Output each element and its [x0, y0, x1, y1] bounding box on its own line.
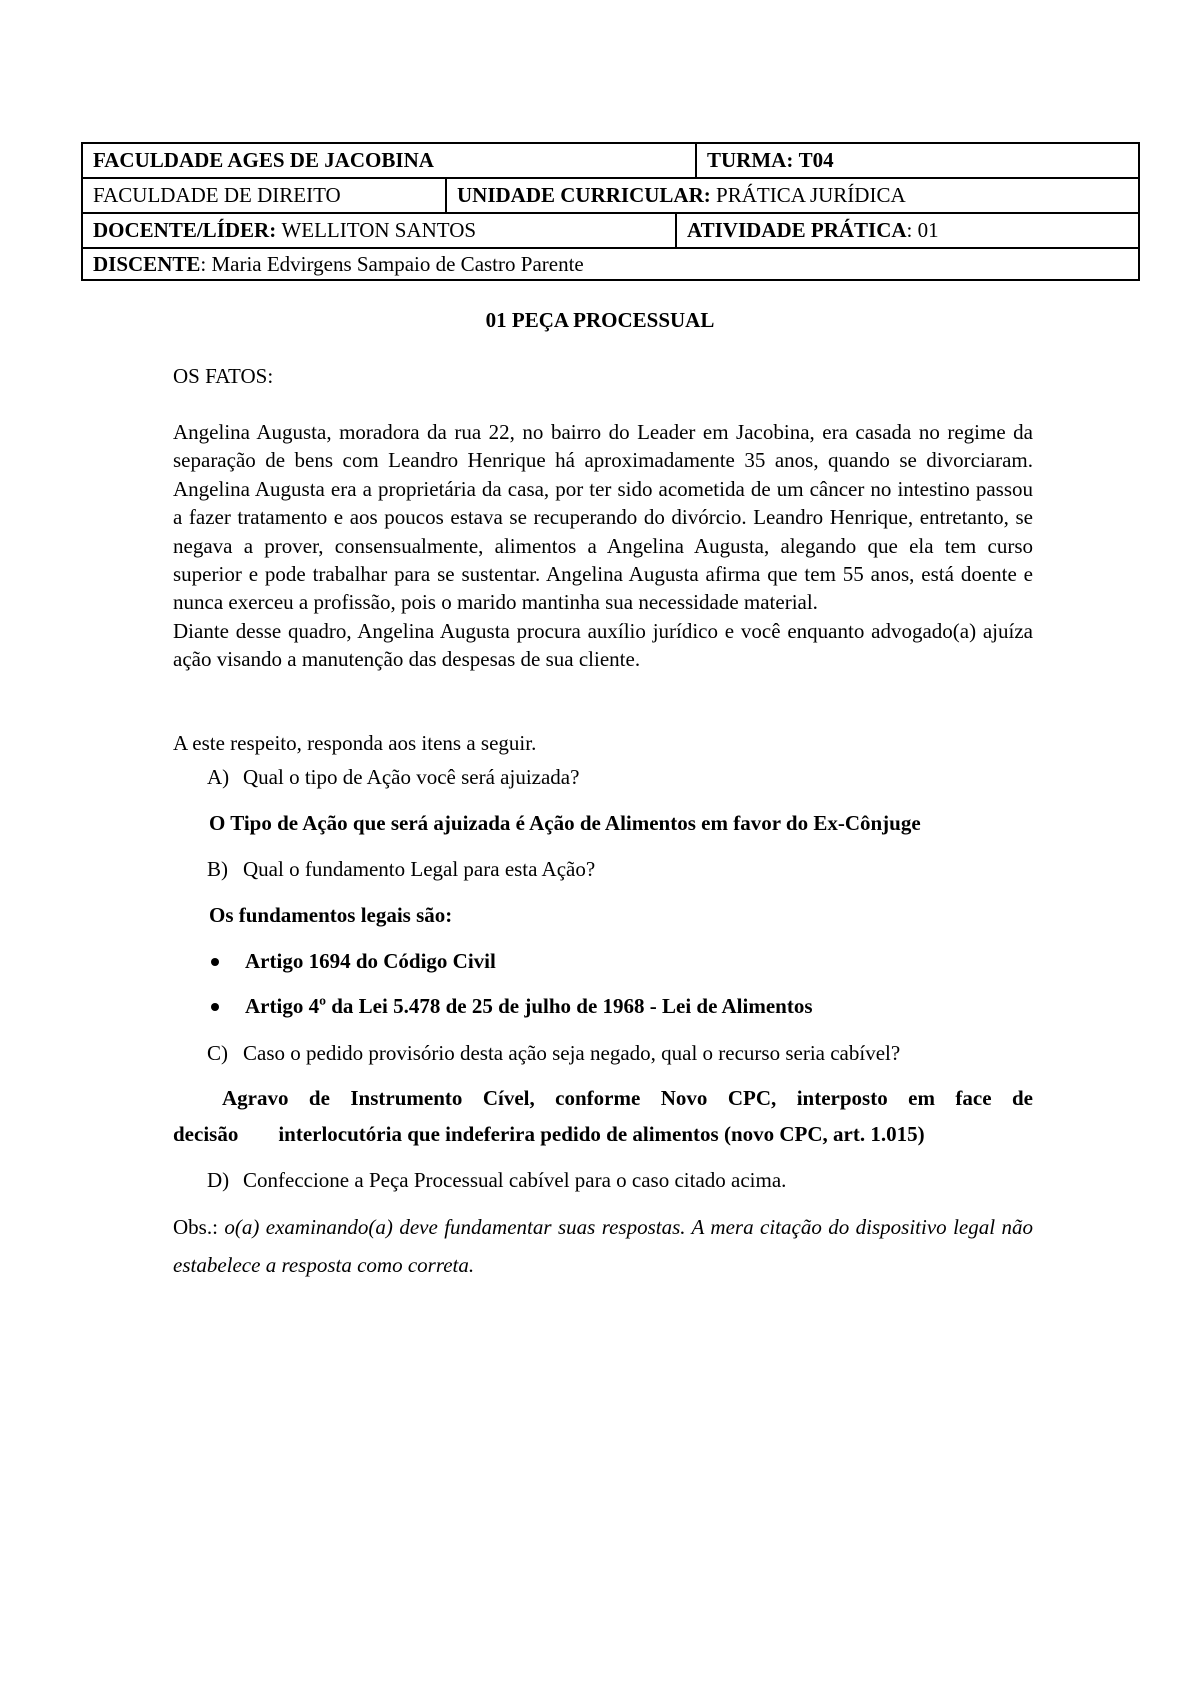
question-c-letter: C) [207, 1041, 228, 1065]
institution-cell: FACULDADE AGES DE JACOBINA [93, 148, 434, 172]
header-table [81, 142, 1140, 281]
unit-label: UNIDADE CURRICULAR: [457, 183, 711, 207]
facts-paragraph-2: Diante desse quadro, Angelina Augusta procura auxílio jurídico e você enquanto advogado(a) ajuíza ação visando a manutenção das despesas de sua cliente. [173, 618, 1033, 672]
question-a-letter: A) [207, 765, 230, 789]
header-row-1 [83, 144, 1138, 179]
question-a [207, 763, 579, 792]
question-c [207, 1039, 900, 1068]
facts-paragraph-1: Angelina Augusta, moradora da rua 22, no bairro do Leader em Jacobina, era casada no regime da separação de bens com Leandro Henrique há aproximadamente 35 anos, quando se divorciaram. Angelina Augusta era a proprietária da casa, por ter sido acometida de um câncer no intestino passou a fazer tratamento e aos poucos estava se recuperando do divórcio. Leandro Henrique, entretanto, se negava a prover, consensualmente, alimentos a Angelina Augusta, alegando que ela tem curso superior e pode trabalhar para se sustentar. Angelina Augusta afirma que tem 55 anos, está doente e nunca exerceu a profissão, pois o marido mantinha sua necessidade material. [173, 420, 1033, 615]
student-cell [83, 249, 1136, 279]
bullet-icon [211, 958, 219, 966]
facts-heading: OS FATOS: [173, 364, 274, 388]
obs-label: Obs.: [173, 1215, 218, 1239]
answer-b-item-1: Artigo 1694 do Código Civil [245, 949, 496, 973]
questions-intro: A este respeito, responda aos itens a seguir. [173, 731, 537, 755]
unit-cell [445, 179, 1136, 212]
question-d [207, 1166, 786, 1195]
answer-c-line-2-end: interlocutória que indeferira pedido de alimentos (novo CPC, art. 1.015) [278, 1122, 925, 1146]
page-title: 01 PEÇA PROCESSUAL [485, 308, 715, 332]
question-b [207, 855, 595, 884]
bullet-icon [211, 1003, 219, 1011]
question-d-letter: D) [207, 1168, 230, 1192]
teacher-cell [83, 214, 675, 247]
unit-value: PRÁTICA JURÍDICA [716, 183, 906, 207]
faculty-cell: FACULDADE DE DIREITO [93, 183, 341, 207]
activity-label: ATIVIDADE PRÁTICA [687, 218, 907, 242]
header-row-4 [83, 249, 1138, 281]
answer-c-line-2 [173, 1120, 925, 1149]
question-d-text: Confeccione a Peça Processual cabível para o caso citado acima. [243, 1168, 787, 1192]
answer-c-line-1: Agravo de Instrumento Cível, conforme Novo CPC, interposto em face de [222, 1086, 1033, 1110]
answer-a: O Tipo de Ação que será ajuizada é Ação de Alimentos em favor do Ex-Cônjuge [209, 811, 921, 835]
turma-value: T04 [798, 148, 834, 172]
student-label: DISCENTE [93, 251, 201, 276]
observation-note [173, 1208, 1033, 1284]
activity-value: : 01 [906, 218, 939, 242]
student-value: : Maria Edvirgens Sampaio de Castro Parente [200, 251, 584, 276]
question-a-text: Qual o tipo de Ação você será ajuizada? [243, 765, 580, 789]
question-c-text: Caso o pedido provisório desta ação seja negado, qual o recurso seria cabível? [243, 1041, 901, 1065]
header-row-3 [83, 214, 1138, 249]
turma-label: TURMA: [707, 148, 794, 172]
activity-cell [675, 214, 1136, 247]
question-b-text: Qual o fundamento Legal para esta Ação? [243, 857, 596, 881]
answer-b-heading: Os fundamentos legais são: [209, 903, 453, 927]
header-row-2 [83, 179, 1138, 214]
teacher-value: WELLITON SANTOS [281, 218, 477, 242]
obs-text: o(a) examinando(a) deve fundamentar suas respostas. A mera citação do dispositivo legal não estabelece a resposta como correta. [173, 1215, 1033, 1277]
answer-b-item-2: Artigo 4º da Lei 5.478 de 25 de julho de 1968 - Lei de Alimentos [245, 994, 813, 1018]
turma-cell [695, 144, 1136, 177]
answer-c-line-2-start: decisão [173, 1122, 239, 1146]
question-b-letter: B) [207, 857, 228, 881]
facts-body [173, 418, 1033, 674]
teacher-label: DOCENTE/LÍDER: [93, 218, 277, 242]
